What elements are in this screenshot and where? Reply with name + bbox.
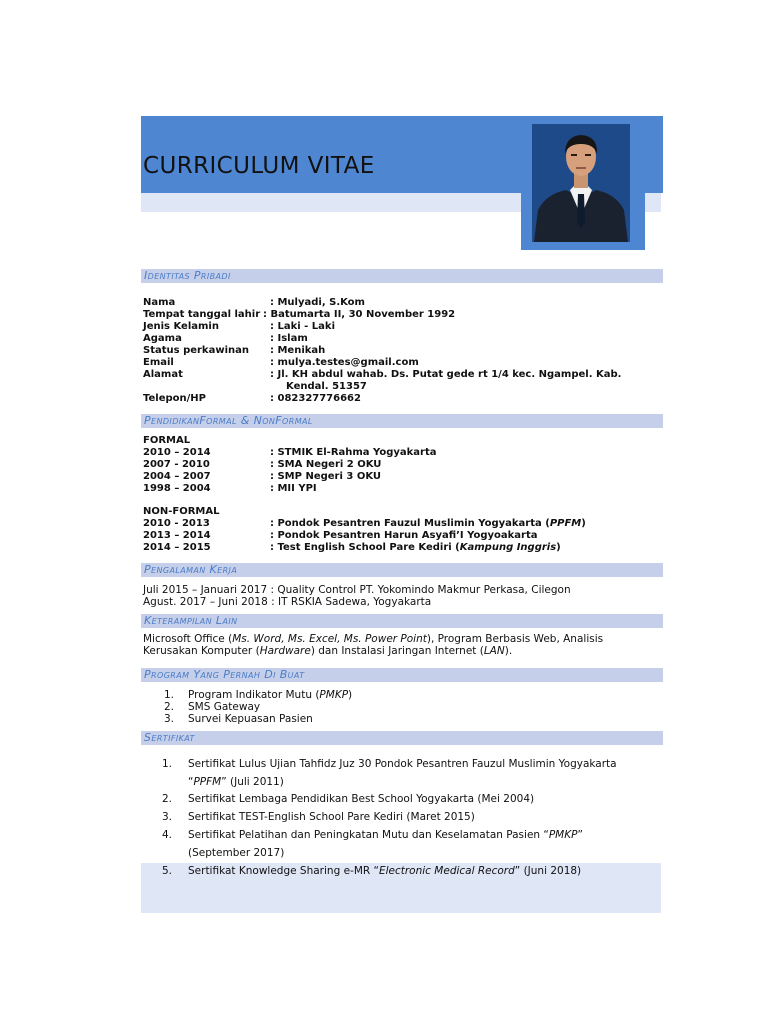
section-pengalaman-kerja: Pengalaman Kerja — [141, 563, 663, 577]
text-fragment: ” (Juli 2011) — [221, 776, 284, 788]
label-telepon: Telepon/HP — [143, 393, 206, 404]
formal-year: 2010 – 2014 — [143, 447, 211, 458]
text-fragment: Program Indikator Mutu ( — [188, 689, 320, 701]
keterampilan-line — [143, 633, 603, 645]
nonformal-school: : Pondok Pesantren Harun Asyafi’I Yogyoakarta — [270, 530, 538, 541]
formal-school: : MII YPI — [270, 483, 317, 494]
value-jenis-kelamin: : Laki - Laki — [270, 321, 335, 332]
text-fragment: Sertifikat Knowledge Sharing e-MR “ — [188, 865, 379, 877]
label-agama: Agama — [143, 333, 182, 344]
value-agama: : Islam — [270, 333, 308, 344]
sertifikat-num: 1. — [162, 758, 173, 770]
text-fragment: ) — [348, 689, 353, 701]
nonformal-heading: NON-FORMAL — [143, 506, 220, 517]
program-item: Survei Kepuasan Pasien — [188, 713, 313, 725]
text-fragment: Kerusakan Komputer ( — [143, 645, 260, 657]
pengalaman-item: Agust. 2017 – Juni 2018 : IT RSKIA Sadewa, Yogyakarta — [143, 596, 432, 608]
nonformal-year: 2014 – 2015 — [143, 542, 211, 553]
italic-fragment: Hardware — [259, 645, 311, 657]
text-fragment: Sertifikat Pelatihan dan Peningkatan Mutu dan Keselamatan Pasien “ — [188, 829, 549, 841]
text-fragment: ” (Juni 2018) — [514, 865, 582, 877]
sertifikat-item — [188, 862, 581, 880]
page-title: CURRICULUM VITAE — [143, 153, 375, 179]
value-telepon: : 082327776662 — [270, 393, 361, 404]
italic-fragment: Ms. Word, Ms. Excel, Ms. Power Point — [232, 633, 427, 645]
text-fragment: “ — [188, 776, 194, 788]
section-sertifikat: Sertifikat — [141, 731, 663, 745]
label-ttl: Tempat tanggal lahir — [143, 309, 261, 320]
text-fragment: ) dan Instalasi Jaringan Internet ( — [310, 645, 484, 657]
sertifikat-item-cont — [188, 773, 284, 791]
sertifikat-item: Sertifikat Lembaga Pendidikan Best School Yogyakarta (Mei 2004) — [188, 793, 535, 805]
sertifikat-item-cont: (September 2017) — [188, 847, 285, 859]
program-item: SMS Gateway — [188, 701, 261, 713]
value-status: : Menikah — [270, 345, 326, 356]
sertifikat-num: 3. — [162, 811, 173, 823]
value-nama: : Mulyadi, S.Kom — [270, 297, 365, 308]
text-fragment: ) — [556, 542, 561, 553]
program-item — [188, 689, 352, 701]
italic-fragment: PPFM — [549, 518, 582, 529]
program-num: 1. — [164, 689, 175, 701]
italic-fragment: Electronic Medical Record — [378, 865, 515, 877]
nonformal-year: 2010 - 2013 — [143, 518, 210, 529]
profile-photo — [532, 124, 630, 242]
text-fragment: ) — [581, 518, 586, 529]
formal-school: : STMIK El-Rahma Yogyakarta — [270, 447, 437, 458]
formal-year: 2007 - 2010 — [143, 459, 210, 470]
formal-heading: FORMAL — [143, 435, 191, 446]
text-fragment: Microsoft Office ( — [143, 633, 233, 645]
text-fragment: : Pondok Pesantren Fauzul Muslimin Yogyakarta ( — [270, 518, 550, 529]
label-nama: Nama — [143, 297, 176, 308]
value-ttl: : Batumarta II, 30 November 1992 — [263, 309, 456, 320]
formal-school: : SMA Negeri 2 OKU — [270, 459, 382, 470]
sertifikat-item: Sertifikat TEST-English School Pare Kediri (Maret 2015) — [188, 811, 475, 823]
sertifikat-num: 2. — [162, 793, 173, 805]
italic-fragment: Kampung Inggris — [459, 542, 557, 553]
text-fragment: : Test English School Pare Kediri ( — [270, 542, 460, 553]
section-identitas-pribadi: Identitas Pribadi — [141, 269, 663, 283]
sertifikat-item: Sertifikat Lulus Ujian Tahfidz Juz 30 Pondok Pesantren Fauzul Muslimin Yogyakarta — [188, 758, 617, 770]
value-alamat-cont: Kendal. 51357 — [286, 381, 367, 392]
label-email: Email — [143, 357, 174, 368]
keterampilan-line — [143, 645, 512, 657]
italic-fragment: PMKP — [548, 829, 578, 841]
sertifikat-num: 4. — [162, 829, 173, 841]
italic-fragment: PMKP — [319, 689, 349, 701]
sertifikat-num: 5. — [162, 865, 173, 877]
label-status: Status perkawinan — [143, 345, 249, 356]
pengalaman-item: Juli 2015 – Januari 2017 : Quality Control PT. Yokomindo Makmur Perkasa, Cilegon — [143, 584, 571, 596]
sertifikat-item — [188, 826, 583, 844]
section-keterampilan-lain: Keterampilan Lain — [141, 614, 663, 628]
label-jenis-kelamin: Jenis Kelamin — [143, 321, 219, 332]
formal-school: : SMP Negeri 3 OKU — [270, 471, 382, 482]
italic-fragment: PPFM — [193, 776, 222, 788]
program-num: 3. — [164, 713, 175, 725]
label-alamat: Alamat — [143, 369, 183, 380]
formal-year: 1998 – 2004 — [143, 483, 211, 494]
program-num: 2. — [164, 701, 175, 713]
section-program: Program Yang Pernah Di Buat — [141, 668, 663, 682]
value-alamat: : Jl. KH abdul wahab. Ds. Putat gede rt 1/4 kec. Ngampel. Kab. — [270, 369, 622, 380]
text-fragment: ), Program Berbasis Web, Analisis — [426, 633, 604, 645]
formal-year: 2004 – 2007 — [143, 471, 211, 482]
value-email: : mulya.testes@gmail.com — [270, 357, 419, 368]
nonformal-school — [270, 542, 561, 554]
italic-fragment: LAN — [483, 645, 505, 657]
nonformal-school — [270, 518, 586, 530]
nonformal-year: 2013 – 2014 — [143, 530, 211, 541]
text-fragment: ). — [504, 645, 513, 657]
section-pendidikan: PendidikanFormal & NonFormal — [141, 414, 663, 428]
text-fragment: ” — [577, 829, 583, 841]
